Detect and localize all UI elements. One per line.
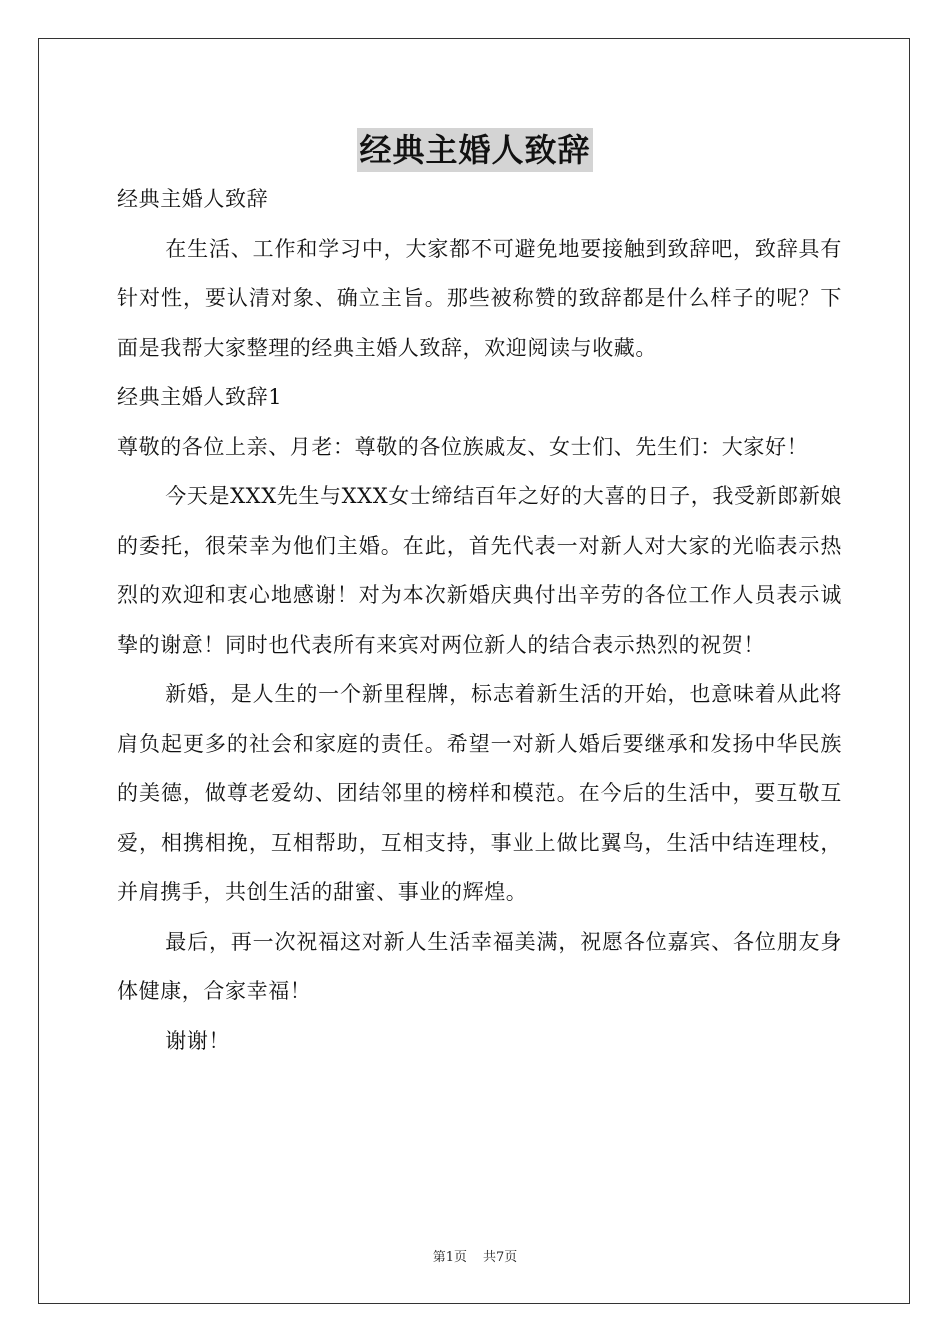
paragraph: 新婚，是人生的一个新里程牌，标志着新生活的开始，也意味着从此将肩负起更多的社会和家庭的责任。希望一对新人婚后要继承和发扬中华民族的美德，做尊老爱幼、团结邻里的榜样和模范。在今后的生活中，要互敬互爱，相携相挽，互相帮助，互相支持，事业上做比翼鸟，生活中结连理枝，并肩携手，共创生活的甜蜜、事业的辉煌。 bbox=[117, 682, 842, 904]
document-body bbox=[117, 175, 842, 1066]
paragraph: 今天是XXX先生与XXX女士缔结百年之好的大喜的日子，我受新郎新娘的委托，很荣幸为他们主婚。在此，首先代表一对新人对大家的光临表示热烈的欢迎和衷心地感谢！对为本次新婚庆典付出辛劳的各位工作人员表示诚挚的谢意！同时也代表所有来宾对两位新人的结合表示热烈的祝贺！ bbox=[117, 484, 842, 657]
section-heading: 经典主婚人致辞1 bbox=[117, 385, 283, 409]
page-number: 第1页 bbox=[432, 1250, 467, 1265]
document-title: 经典主婚人致辞 bbox=[357, 128, 592, 172]
closing: 谢谢！ bbox=[165, 1028, 231, 1053]
paragraph: 最后，再一次祝福这对新人生活幸福美满，祝愿各位嘉宾、各位朋友身体健康，合家幸福！ bbox=[117, 929, 842, 1003]
paragraph: 在生活、工作和学习中，大家都不可避免地要接触到致辞吧，致辞具有针对性，要认清对象、确立主旨。那些被称赞的致辞都是什么样子的呢？下面是我帮大家整理的经典主婚人致辞，欢迎阅读与收藏。 bbox=[117, 236, 842, 360]
paragraph: 经典主婚人致辞 bbox=[117, 187, 269, 211]
page-footer bbox=[0, 1246, 950, 1265]
salutation: 尊敬的各位上亲、月老：尊敬的各位族戚友、女士们、先生们：大家好！ bbox=[117, 434, 809, 459]
page-total: 共7页 bbox=[483, 1250, 518, 1265]
title-container bbox=[0, 128, 950, 172]
